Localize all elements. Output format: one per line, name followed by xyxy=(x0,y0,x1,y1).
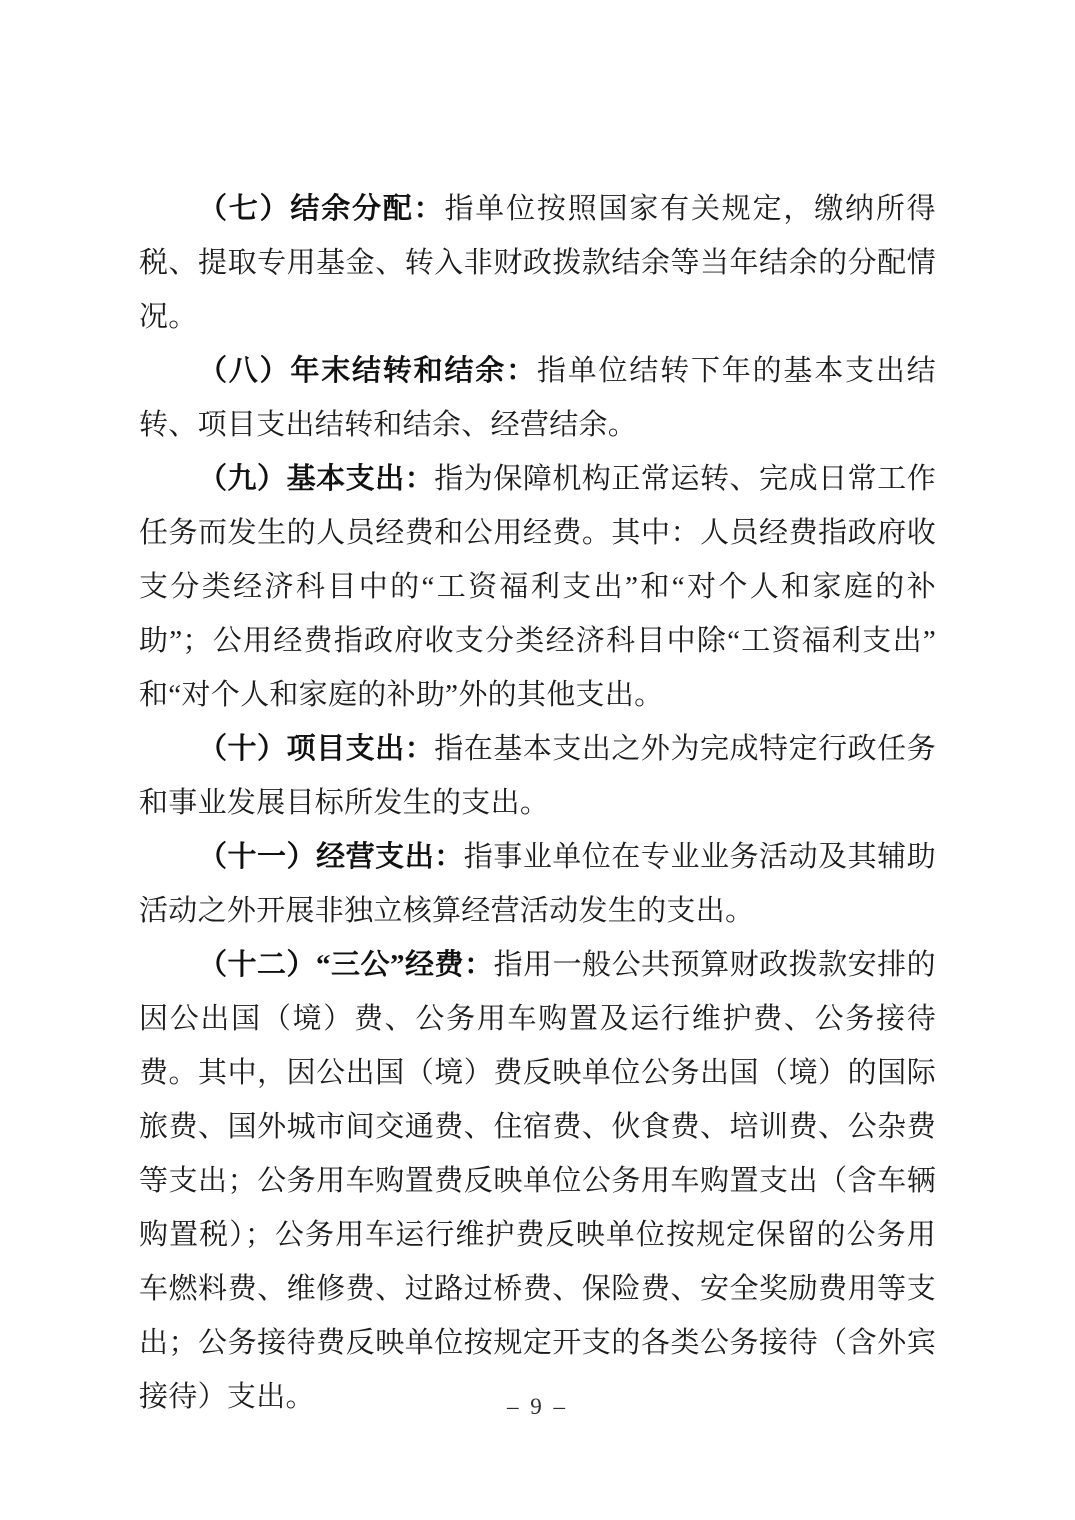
definition-body: 指单位按照国家有关规定，缴纳所得税、提取专用基金、转入非财政拨款结余等当年结余的分配情况。 xyxy=(139,193,936,333)
definition-paragraph-11 xyxy=(139,830,936,938)
definition-paragraph-10 xyxy=(139,722,936,830)
definition-body: 指单位结转下年的基本支出结转、项目支出结转和结余、经营结余。 xyxy=(139,355,936,441)
definition-body: 指为保障机构正常运转、完成日常工作任务而发生的人员经费和公用经费。其中：人员经费指政府收支分类经济科目中的“工资福利支出”和“对个人和家庭的补助”；公用经费指政府收支分类经济科目中除“工资福利支出”和“对个人和家庭的补助”外的其他支出。 xyxy=(139,463,936,711)
page-number: – 9 – xyxy=(507,1394,568,1419)
definition-term: （九）基本支出： xyxy=(198,463,435,495)
definition-term: （十一）经营支出： xyxy=(198,841,464,873)
definition-paragraph-9 xyxy=(139,452,936,722)
page-content xyxy=(139,182,936,1424)
definition-body: 指事业单位在专业业务活动及其辅助活动之外开展非独立核算经营活动发生的支出。 xyxy=(139,841,936,927)
definition-term: （七）结余分配： xyxy=(198,193,445,225)
definition-term: （八）年末结转和结余： xyxy=(198,355,537,387)
definition-term: （十）项目支出： xyxy=(198,733,435,765)
definition-paragraph-8 xyxy=(139,344,936,452)
definition-body: 指用一般公共预算财政拨款安排的因公出国（境）费、公务用车购置及运行维护费、公务接待费。其中，因公出国（境）费反映单位公务出国（境）的国际旅费、国外城市间交通费、住宿费、伙食费、培训费、公杂费等支出；公务用车购置费反映单位公务用车购置支出（含车辆购置税）；公务用车运行维护费反映单位按规定保留的公务用车燃料费、维修费、过路过桥费、保险费、安全奖励费用等支出；公务接待费反映单位按规定开支的各类公务接待（含外宾接待）支出。 xyxy=(139,949,936,1413)
definition-paragraph-12 xyxy=(139,938,936,1424)
definition-term: （十二）“三公”经费： xyxy=(198,949,494,981)
definition-body: 指在基本支出之外为完成特定行政任务和事业发展目标所发生的支出。 xyxy=(139,733,936,819)
definition-paragraph-7 xyxy=(139,182,936,344)
